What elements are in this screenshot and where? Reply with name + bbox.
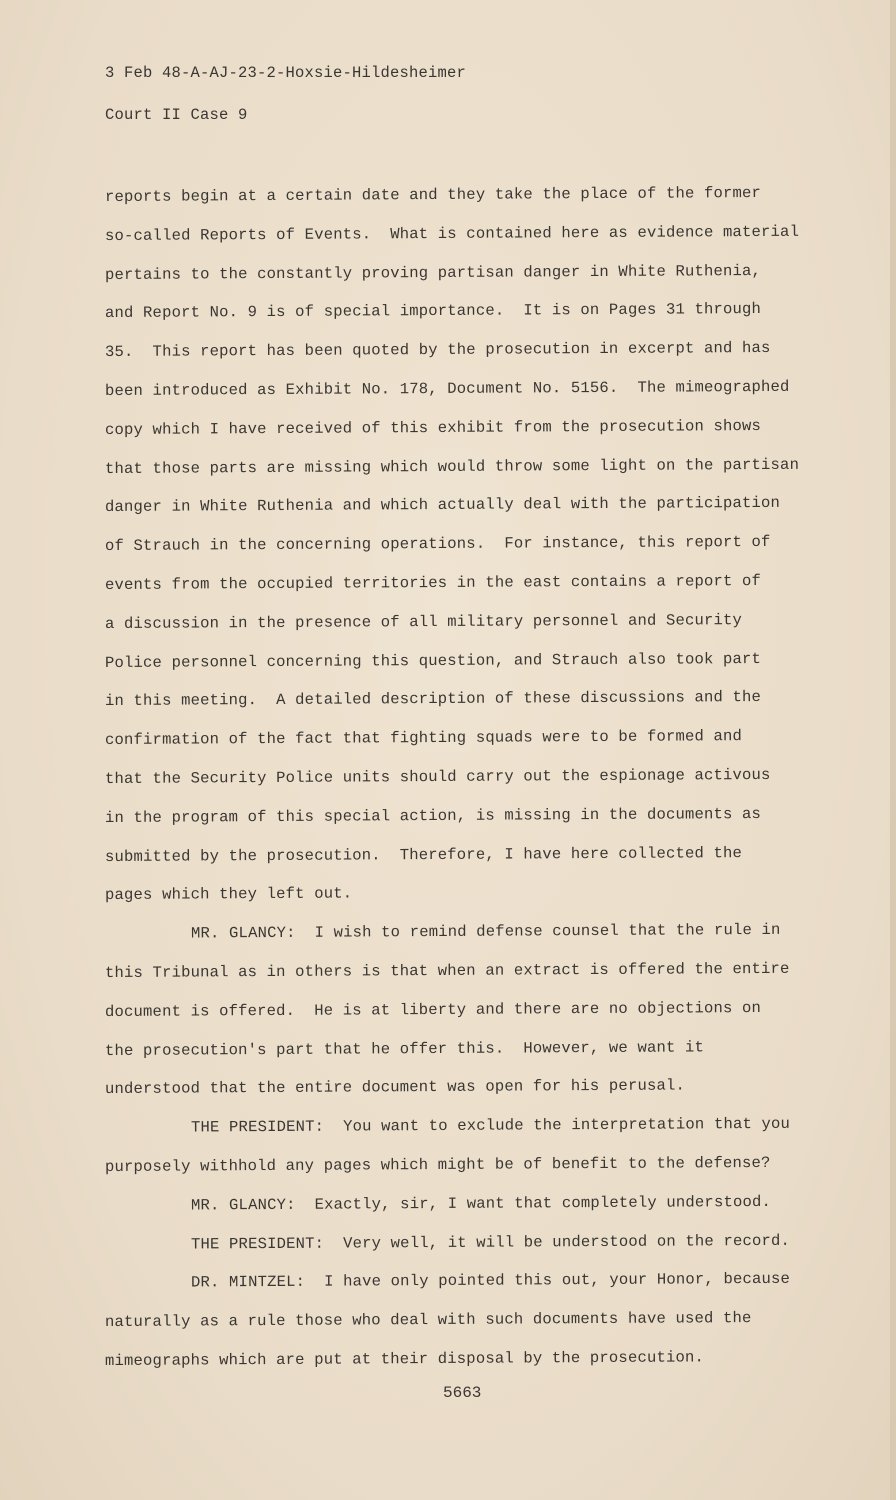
transcript-line: purposely withhold any pages which might be of benefit to the defense? (104, 1153, 771, 1176)
transcript-line: mimeographs which are put at their disposal by the prosecution. (104, 1348, 705, 1370)
transcript-line: naturally as a rule those who deal with such documents have used the (104, 1309, 752, 1332)
transcript-line: in the program of this special action, is missing in the documents as (104, 804, 762, 827)
transcript-line: copy which I have received of this exhibit from the prosecution shows (104, 416, 762, 439)
transcript-line: in this meeting. A detailed description of these discussions and the (104, 688, 762, 711)
header-court-case: Court II Case 9 (105, 106, 248, 124)
transcript-line: so-called Reports of Events. What is contained here as evidence material (104, 222, 800, 245)
transcript-line: confirmation of the fact that fighting squads were to be formed and (104, 727, 743, 750)
transcript-line: danger in White Ruthenia and which actually deal with the participation (104, 494, 781, 517)
speaker-line: MR. GLANCY: I wish to remind defense counsel that the rule in (190, 921, 781, 943)
speaker-line: MR. GLANCY: Exactly, sir, I want that completely understood. (190, 1192, 772, 1215)
transcript-line: that the Security Police units should carry out the espionage activous (104, 765, 771, 788)
transcript-line: pertains to the constantly proving partisan danger in White Ruthenia, (104, 261, 762, 284)
transcript-line: reports begin at a certain date and they take the place of the former (104, 183, 762, 206)
header-reference: 3 Feb 48-A-AJ-23-2-Hoxsie-Hildesheimer (105, 64, 467, 82)
transcript-line: document is offered. He is at liberty and there are no objections on (104, 998, 762, 1021)
transcript-line: this Tribunal as in others is that when an extract is offered the entire (104, 959, 790, 982)
page-edge (890, 0, 896, 1500)
transcript-line: Police personnel concerning this question, and Strauch also took part (104, 649, 762, 672)
transcript-line: a discussion in the presence of all military personnel and Security (104, 610, 743, 633)
transcript-line: understood that the entire document was open for his perusal. (104, 1076, 686, 1099)
transcript-line: pages which they left out. (104, 884, 353, 905)
speaker-line: THE PRESIDENT: Very well, it will be understood on the record. (190, 1231, 791, 1253)
transcript-body (105, 178, 845, 1381)
speaker-line: THE PRESIDENT: You want to exclude the interpretation that you (190, 1114, 791, 1137)
transcript-line: of Strauch in the concerning operations. For instance, this report of (104, 533, 771, 556)
transcript-line: 35. This report has been quoted by the prosecution in excerpt and has (104, 339, 771, 362)
transcript-line: the prosecution's part that he offer this. However, we want it (104, 1037, 705, 1060)
transcript-line: that those parts are missing which would throw some light on the partisan (104, 455, 800, 478)
transcript-line: submitted by the prosecution. Therefore, I have here collected the (104, 843, 743, 866)
page-number: 5663 (443, 1384, 482, 1402)
transcript-line: events from the occupied territories in the east contains a report of (104, 571, 762, 594)
transcript-line: and Report No. 9 is of special importance. It is on Pages 31 through (104, 300, 762, 323)
transcript-line: been introduced as Exhibit No. 178, Document No. 5156. The mimeographed (104, 377, 790, 400)
speaker-line: DR. MINTZEL: I have only pointed this out, your Honor, because (190, 1270, 791, 1292)
